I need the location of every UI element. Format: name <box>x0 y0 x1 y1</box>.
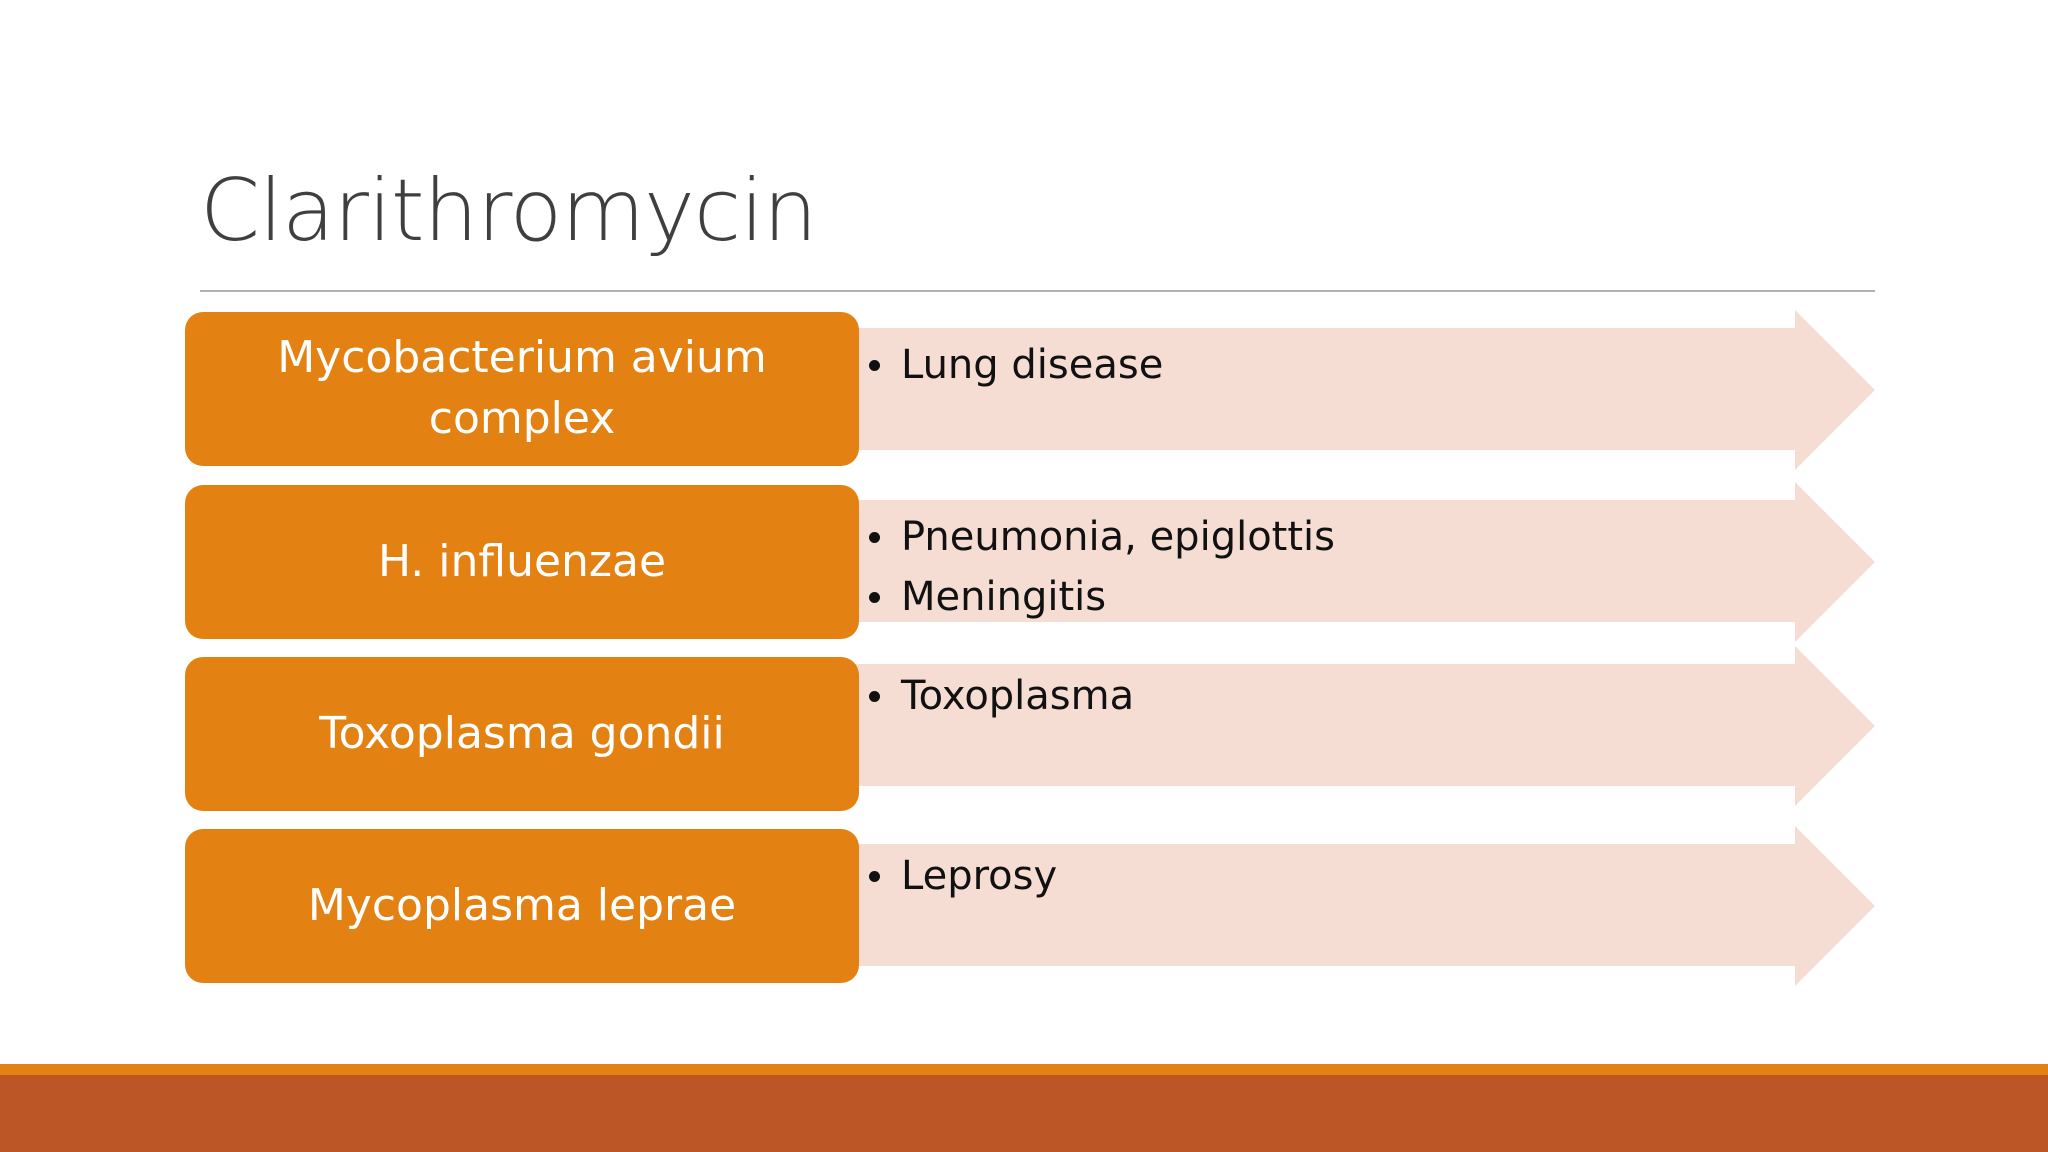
organism-label-2: H. influenzae <box>377 535 667 587</box>
bullet-item: Lung disease <box>865 335 1163 395</box>
organism-box-4 <box>185 829 859 983</box>
row-2 <box>185 482 1875 642</box>
bullet-list-2 <box>865 507 1335 627</box>
row-3 <box>185 646 1875 806</box>
organism-box-2 <box>185 485 859 639</box>
organism-box-1 <box>185 312 859 466</box>
bullet-list-1 <box>865 335 1163 395</box>
bullet-item: Meningitis <box>865 567 1335 627</box>
organism-label-4: Mycoplasma leprae <box>307 879 737 931</box>
footer-bar <box>0 1075 2048 1152</box>
bullet-dot <box>869 532 880 543</box>
organism-label-1: Mycobacterium avium complex <box>277 332 767 444</box>
organism-label-3: Toxoplasma gondii <box>319 707 725 759</box>
organism-box-3 <box>185 657 859 811</box>
bullet-list-3 <box>865 666 1134 726</box>
bullet-dot <box>869 691 880 702</box>
bullet-item: Pneumonia, epiglottis <box>865 507 1335 567</box>
footer-accent-stripe <box>0 1064 2048 1075</box>
bullet-item: Leprosy <box>865 846 1057 906</box>
bullet-list-4 <box>865 846 1057 906</box>
title-divider <box>200 290 1875 292</box>
bullet-dot <box>869 592 880 603</box>
bullet-item: Toxoplasma <box>865 666 1134 726</box>
bullet-dot <box>869 360 880 371</box>
bullet-dot <box>869 871 880 882</box>
slide-title: Clarithromycin <box>200 161 817 261</box>
row-1 <box>185 310 1875 470</box>
row-4 <box>185 826 1875 986</box>
